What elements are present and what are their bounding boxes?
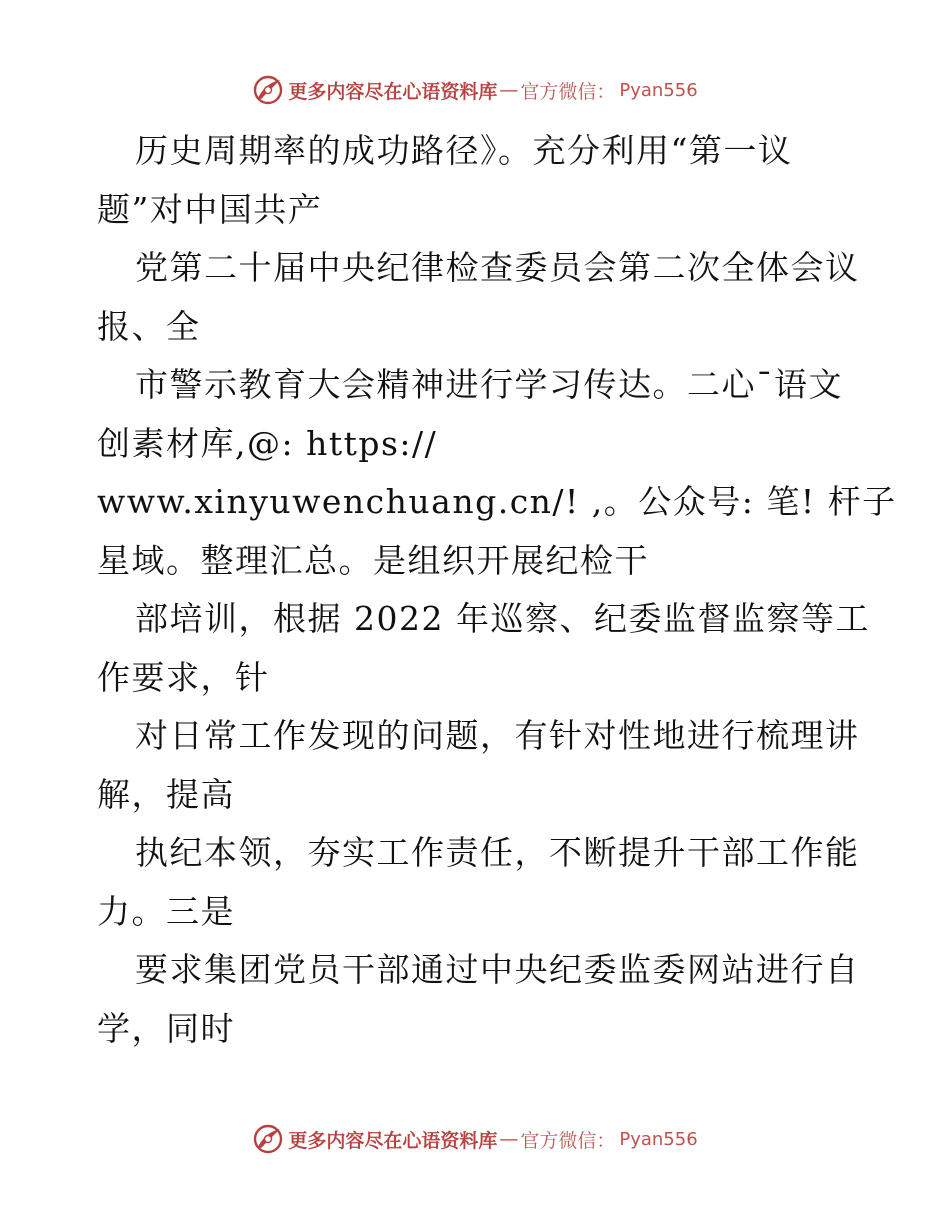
banner-brand-text: 更多内容尽在心语资料库	[288, 1129, 498, 1152]
banner-brand-text: 更多内容尽在心语资料库	[288, 80, 498, 103]
text-line: 历史周期率的成功路径》。充分利用“第一议	[135, 131, 793, 170]
document-body	[97, 122, 897, 1058]
text-line: 创素材库,@: https://	[97, 423, 438, 463]
banner-account-id: Pyan556	[619, 1128, 698, 1150]
text-line: 执纪本领，夯实工作责任，不断提升干部工作能	[135, 833, 860, 872]
text-line: 学，同时	[97, 1008, 235, 1048]
text-line: 市警示教育大会精神进行学习传达。二心¯语文	[135, 365, 843, 404]
footer-watermark-banner	[0, 1119, 950, 1159]
text-line: 报、全	[97, 306, 201, 346]
text-line: 星域。整理汇总。是组织开展纪检干	[97, 540, 649, 580]
pen-logo-icon	[252, 74, 284, 106]
text-line: 部培训，根据 2022 年巡察、纪委监督监察等工	[135, 599, 870, 638]
text-line: 对日常工作发现的问题，有针对性地进行梳理讲	[135, 716, 860, 755]
banner-dash: —	[499, 79, 519, 101]
text-line: 作要求，针	[97, 657, 270, 697]
text-line: 解，提高	[97, 774, 235, 814]
banner-dash: —	[499, 1128, 519, 1150]
text-line: 党第二十届中央纪律检查委员会第二次全体会议	[135, 248, 860, 287]
text-line: 力。三是	[97, 891, 235, 931]
banner-official-label: 官方微信：	[520, 80, 616, 103]
banner-official-label: 官方微信：	[520, 1129, 616, 1152]
pen-logo-icon	[252, 1123, 284, 1155]
banner-account-id: Pyan556	[619, 79, 698, 101]
header-watermark-banner	[0, 70, 950, 110]
text-line: 要求集团党员干部通过中央纪委监委网站进行自	[135, 950, 860, 989]
text-line: 题”对中国共产	[97, 189, 323, 229]
text-line: www.xinyuwenchuang.cn/! ,。公众号: 笔! 杆子	[97, 482, 897, 521]
